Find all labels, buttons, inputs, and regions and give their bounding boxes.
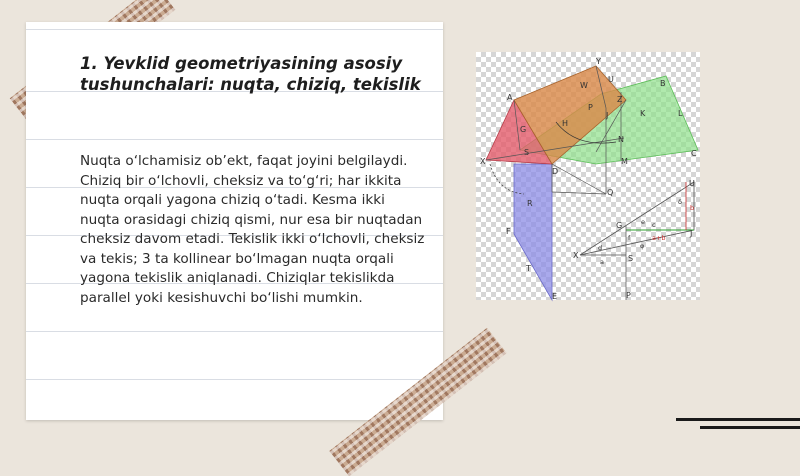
inset-label-a-plus-b: a+b: [652, 234, 666, 242]
label-k: K: [640, 109, 646, 118]
blue-plane: [514, 164, 552, 300]
geometry-diagram: [476, 52, 700, 300]
inset-triangle: [573, 179, 695, 300]
inset-label-p: P: [626, 291, 631, 300]
label-p: P: [588, 103, 593, 112]
label-r: R: [527, 199, 533, 208]
inset-label-b: b: [690, 204, 695, 212]
inset-label-s: S: [628, 254, 634, 263]
label-m: M: [621, 157, 628, 166]
label-d: D: [552, 167, 559, 176]
label-e: E: [552, 292, 558, 301]
inset-label-u: U: [689, 179, 695, 188]
label-a: A: [507, 93, 513, 102]
inset-label-j: J: [690, 229, 693, 238]
label-b: B: [660, 79, 666, 88]
label-j: J: [606, 111, 609, 120]
inset-label-delta: δ: [678, 198, 682, 206]
inset-label-f: f: [628, 234, 631, 242]
inset-label-x: X: [573, 251, 579, 260]
geometry-diagram-svg: [476, 52, 700, 300]
label-n: N: [618, 135, 624, 144]
inset-label-e: e: [641, 218, 645, 226]
label-t: T: [526, 264, 531, 273]
label-l: L: [678, 109, 683, 118]
inset-label-d: d: [598, 244, 603, 252]
slide-title: 1. Yevklid geometriyasining asosiy tushunchalari: nuqta, chiziq, tekislik: [80, 54, 421, 94]
inset-label-c: c: [652, 221, 656, 229]
label-y: Y: [596, 57, 601, 66]
decorative-line-bottom: [700, 426, 800, 429]
label-x: X: [480, 157, 486, 166]
label-w: W: [580, 81, 588, 90]
decorative-line-top: [676, 418, 800, 421]
inset-label-phi: φ: [640, 242, 645, 250]
label-f: F: [506, 227, 511, 236]
label-s: S: [524, 148, 530, 157]
label-q: Q: [607, 188, 614, 197]
label-g: G: [520, 125, 527, 134]
label-c: C: [691, 149, 697, 158]
label-h: H: [562, 119, 569, 128]
slide-body-text: Nuqta o‘lchamisiz ob’ekt, faqat joyini belgilaydi. Chiziq bir o‘lchovli, cheksiz va to‘g‘ri; har ikkita nuqta orqali yagona chiziq o‘tadi. Kesma ikki nuqta orasidagi chiziq qismi, nur esa bir nuqtadan cheksiz davom etadi. Tekislik ikki o‘lchovli, cheksiz va tekis; 3 ta kollinear bo‘lmagan nuqta orqali yagona tekislik aniqlanadi. Chiziqlar tekislikda parallel yoki kesishuvchi bo‘lishi mumkin.: [80, 153, 425, 306]
inset-label-g: G: [616, 221, 623, 230]
label-z: Z: [617, 95, 623, 104]
inset-label-a: a: [600, 258, 604, 266]
label-u: U: [608, 75, 614, 84]
